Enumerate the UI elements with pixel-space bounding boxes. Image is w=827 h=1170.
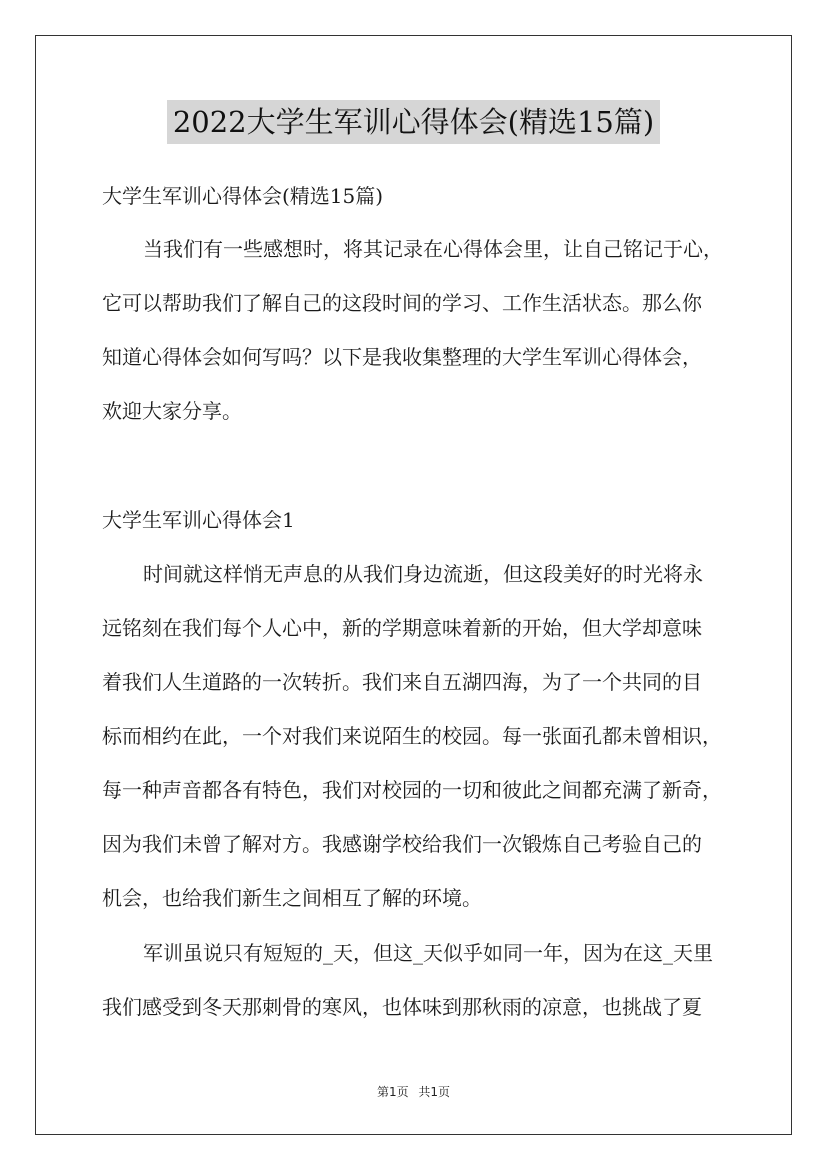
title-container	[0, 100, 827, 144]
para1-line-3: 着我们人生道路的一次转折。我们来自五湖四海，为了一个共同的目	[102, 670, 702, 694]
para1-line-7: 机会，也给我们新生之间相互了解的环境。	[102, 886, 482, 910]
subtitle: 大学生军训心得体会(精选15篇)	[102, 184, 384, 208]
para2-line-1: 军训虽说只有短短的_天，但这_天似乎如同一年，因为在这_天里	[143, 941, 713, 965]
para2-line-2: 我们感受到冬天那刺骨的寒风，也体味到那秋雨的凉意，也挑战了夏	[102, 995, 702, 1019]
intro-line-3: 知道心得体会如何写吗？以下是我收集整理的大学生军训心得体会，	[102, 345, 702, 369]
para1-line-4: 标而相约在此，一个对我们来说陌生的校园。每一张面孔都未曾相识，	[102, 724, 722, 748]
page-number: 第1页	[376, 1085, 409, 1099]
page-footer	[0, 1083, 827, 1100]
intro-line-4: 欢迎大家分享。	[102, 399, 242, 423]
para1-line-6: 因为我们未曾了解对方。我感谢学校给我们一次锻炼自己考验自己的	[102, 832, 702, 856]
section-heading: 大学生军训心得体会1	[102, 508, 295, 532]
para1-line-1: 时间就这样悄无声息的从我们身边流逝，但这段美好的时光将永	[143, 562, 703, 586]
intro-line-1: 当我们有一些感想时，将其记录在心得体会里，让自己铭记于心，	[143, 237, 723, 261]
para1-line-2: 远铭刻在我们每个人心中，新的学期意味着新的开始，但大学却意味	[102, 616, 702, 640]
document-title: 2022大学生军训心得体会(精选15篇)	[167, 100, 660, 144]
intro-line-2: 它可以帮助我们了解自己的这段时间的学习、工作生活状态。那么你	[102, 291, 702, 315]
para1-line-5: 每一种声音都各有特色，我们对校园的一切和彼此之间都充满了新奇，	[102, 778, 722, 802]
page-total: 共1页	[418, 1085, 451, 1099]
